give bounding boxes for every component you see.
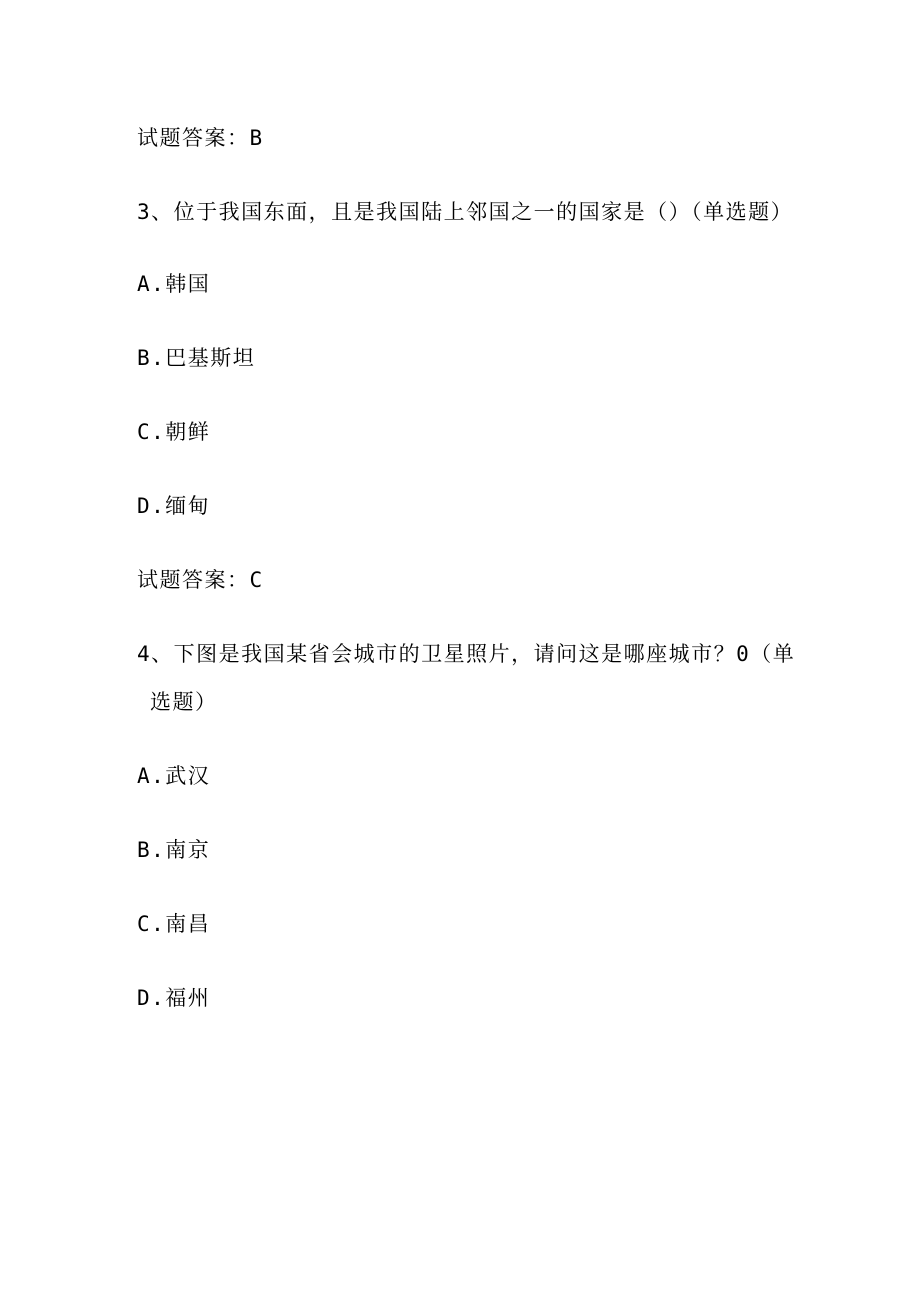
question-4-option-d: D.福州 [137,986,211,1010]
question-4-option-c: C.南昌 [137,912,211,936]
question-3-option-b: B.巴基斯坦 [137,346,256,370]
question-3-option-d: D.缅甸 [137,494,211,518]
question-3-option-c: C.朝鲜 [137,420,211,444]
question-3-stem: 3、位于我国东面，且是我国陆上邻国之一的国家是（）（单选题） [137,200,794,224]
question-4-option-a: A.武汉 [137,764,211,788]
question-3-answer: 试题答案：C [137,568,264,592]
question-4-option-b: B.南京 [137,838,211,862]
previous-answer: 试题答案：B [137,126,264,150]
question-4-stem-line-2: 选题） [150,690,218,714]
question-4-stem-line-1: 4、下图是我国某省会城市的卫星照片，请问这是哪座城市？0（单 [137,642,796,666]
question-3-option-a: A.韩国 [137,272,211,296]
